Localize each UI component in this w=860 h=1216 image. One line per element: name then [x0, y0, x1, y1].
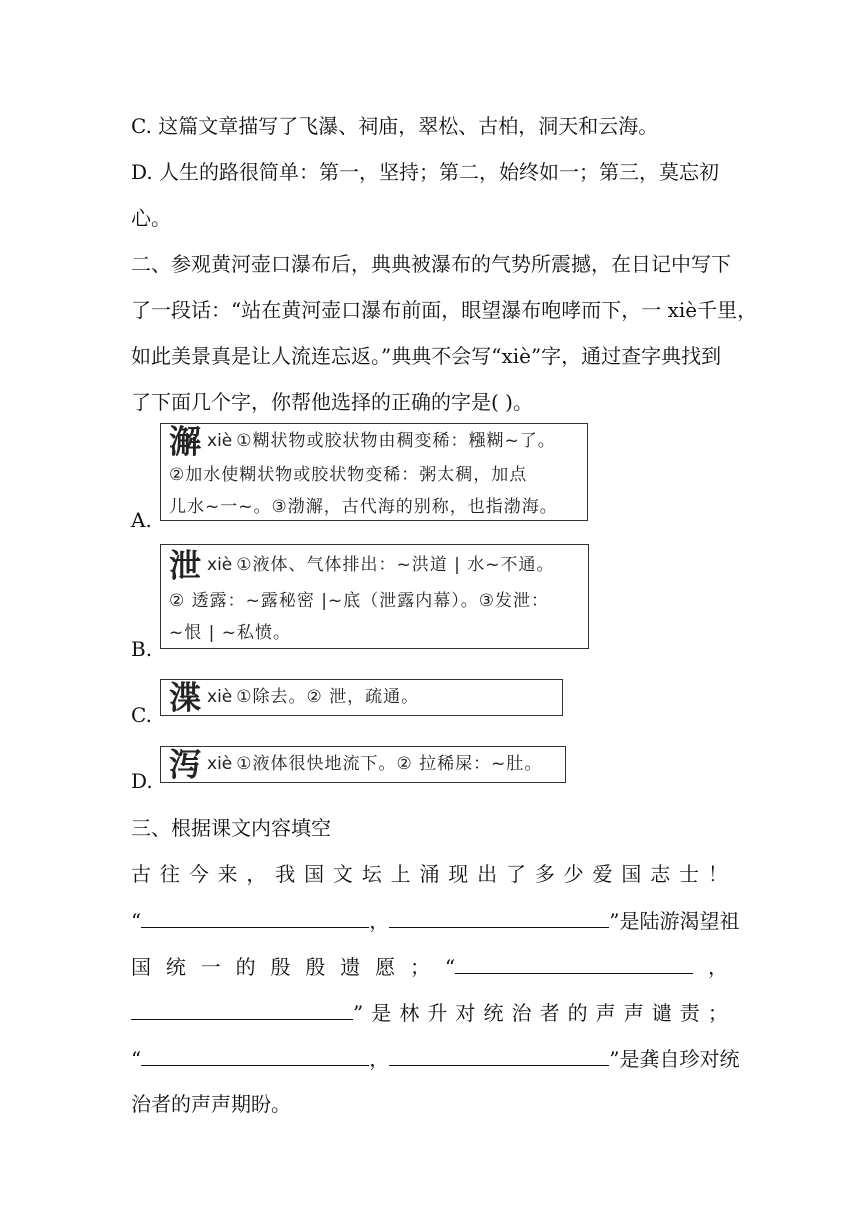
question3-line4	[131, 999, 728, 1026]
q3-char: 出	[477, 862, 498, 886]
option-c-text: C. 这篇文章描写了飞瀑、祠庙，翠松、古柏，洞天和云海。	[131, 114, 659, 138]
option-b-letter: B.	[131, 637, 153, 661]
q3-char: 爱	[592, 862, 613, 886]
entry-a-def1: ①糊状物或胶状物由稠变稀：糨糊~了。	[236, 431, 556, 451]
blank-1[interactable]	[141, 907, 369, 928]
q3-char: 的	[567, 1001, 588, 1025]
q3-char: 国	[621, 862, 642, 886]
q3-char: ；	[707, 1001, 728, 1025]
q3-char: 声	[623, 1001, 644, 1025]
q3-char: 的	[235, 955, 256, 979]
q3-char: 文	[332, 862, 353, 886]
blank-5[interactable]	[141, 1045, 369, 1066]
question2-line4: 了下面几个字，你帮他选择的正确的字是( )。	[131, 390, 533, 414]
entry-d-pinyin: xiè	[207, 754, 233, 774]
entry-a-def2: ②加水使糊状物或胶状物变稀：粥太稠，加点	[169, 464, 528, 485]
q3-char: 涌	[419, 862, 440, 886]
q3-char: 坛	[361, 862, 382, 886]
q3-char: 现	[448, 862, 469, 886]
q3-char: ”	[353, 1001, 364, 1025]
option-d-text-line1: D. 人生的路很简单：第一，坚持；第二，始终如一；第三，莫忘初	[131, 160, 720, 184]
option-c-letter: C.	[131, 703, 152, 727]
comma: ，	[369, 1047, 390, 1071]
q3-char: 国	[131, 955, 151, 979]
q3-char: 统	[165, 955, 186, 979]
q3-char: 上	[390, 862, 411, 886]
question3-line2-tail: ”是陆游渴望祖	[609, 909, 740, 933]
q3-char: 统	[483, 1001, 504, 1025]
q3-char: 古	[131, 862, 151, 886]
entry-b-def1: ①液体、气体排出：~洪道 | 水~不通。	[236, 555, 555, 575]
q3-char: 来	[217, 862, 238, 886]
entry-b-char: 泄	[169, 546, 202, 585]
question3-line6: 治者的声声期盼。	[131, 1092, 291, 1116]
entry-c-def1: ①除去。② 泄，疏通。	[236, 687, 420, 707]
q3-char: ；	[410, 955, 430, 979]
option-d-text-line2: 心。	[131, 206, 171, 230]
q3-char: 我	[275, 862, 296, 886]
q3-char: 升	[427, 1001, 448, 1025]
blank-2[interactable]	[389, 907, 609, 928]
entry-b-def3: ~恨 | ~私愤。	[169, 623, 292, 643]
open-quote: “	[131, 1047, 142, 1071]
entry-a-pinyin: xiè	[207, 431, 233, 451]
q3-char: 少	[563, 862, 584, 886]
question3-line2	[131, 907, 739, 934]
entry-d-char: 泻	[169, 745, 202, 784]
question3-line3	[131, 953, 728, 980]
q3-char: 国	[304, 862, 325, 886]
q3-char: 责	[679, 1001, 700, 1025]
dictionary-entry-b	[160, 544, 589, 649]
entry-b-def2: ② 透露：~露秘密 |~底（泄露内幕）。③发泄：	[169, 591, 550, 611]
entry-a-char: 澥	[169, 422, 202, 461]
q3-char: 对	[455, 1001, 476, 1025]
entry-a-def3: 儿水~一~。③渤澥，古代海的别称，也指渤海。	[169, 496, 558, 517]
comma: ，	[369, 909, 390, 933]
q3-char: 愿	[375, 955, 396, 979]
q3-char: 志	[650, 862, 671, 886]
entry-c-pinyin: xiè	[207, 687, 233, 707]
q3-char: 往	[159, 862, 180, 886]
q3-char: 者	[539, 1001, 560, 1025]
blank-4[interactable]	[131, 999, 353, 1020]
entry-c-char: 渫	[169, 678, 202, 717]
dictionary-entry-c	[160, 679, 563, 716]
q3-char: 治	[511, 1001, 532, 1025]
q3-char: 谴	[651, 1001, 672, 1025]
q3-char: “	[444, 955, 456, 979]
dictionary-entry-d	[160, 746, 566, 783]
q3-char: 遗	[340, 955, 361, 979]
question2-line2: 了一段话：“站在黄河壶口瀑布前面，眼望瀑布咆哮而下，一 xiè千里，	[131, 298, 758, 322]
q3-char: 多	[534, 862, 555, 886]
dictionary-entry-a	[160, 423, 588, 521]
question3-line1	[131, 861, 728, 887]
question2-line1: 二、参观黄河壶口瀑布后，典典被瀑布的气势所震撼，在日记中写下	[131, 252, 731, 276]
q3-char: 林	[399, 1001, 420, 1025]
q3-char: 是	[371, 1001, 392, 1025]
option-d-letter: D.	[131, 769, 153, 793]
blank-3[interactable]	[455, 953, 693, 974]
q3-char: 殷	[305, 955, 326, 979]
comma: ，	[707, 955, 728, 979]
open-quote: “	[131, 909, 142, 933]
q3-char: ！	[707, 862, 728, 886]
question2-line3: 如此美景真是让人流连忘返。”典典不会写“xiè”字，通过查字典找到	[131, 344, 722, 368]
question3-title: 三、根据课文内容填空	[131, 816, 331, 840]
question3-line5	[131, 1045, 739, 1072]
q3-char: 士	[679, 862, 700, 886]
q3-char: 声	[595, 1001, 616, 1025]
question3-line5-tail: ”是龚自珍对统	[609, 1047, 740, 1071]
q3-char: 殷	[270, 955, 291, 979]
blank-6[interactable]	[389, 1045, 609, 1066]
entry-b-pinyin: xiè	[207, 555, 233, 575]
q3-char: 了	[505, 862, 526, 886]
option-a-letter: A.	[131, 508, 152, 532]
entry-d-def1: ①液体很快地流下。② 拉稀屎：~肚。	[236, 754, 543, 774]
q3-char: ，	[246, 862, 267, 886]
q3-char: 今	[188, 862, 209, 886]
q3-char: 一	[200, 955, 221, 979]
